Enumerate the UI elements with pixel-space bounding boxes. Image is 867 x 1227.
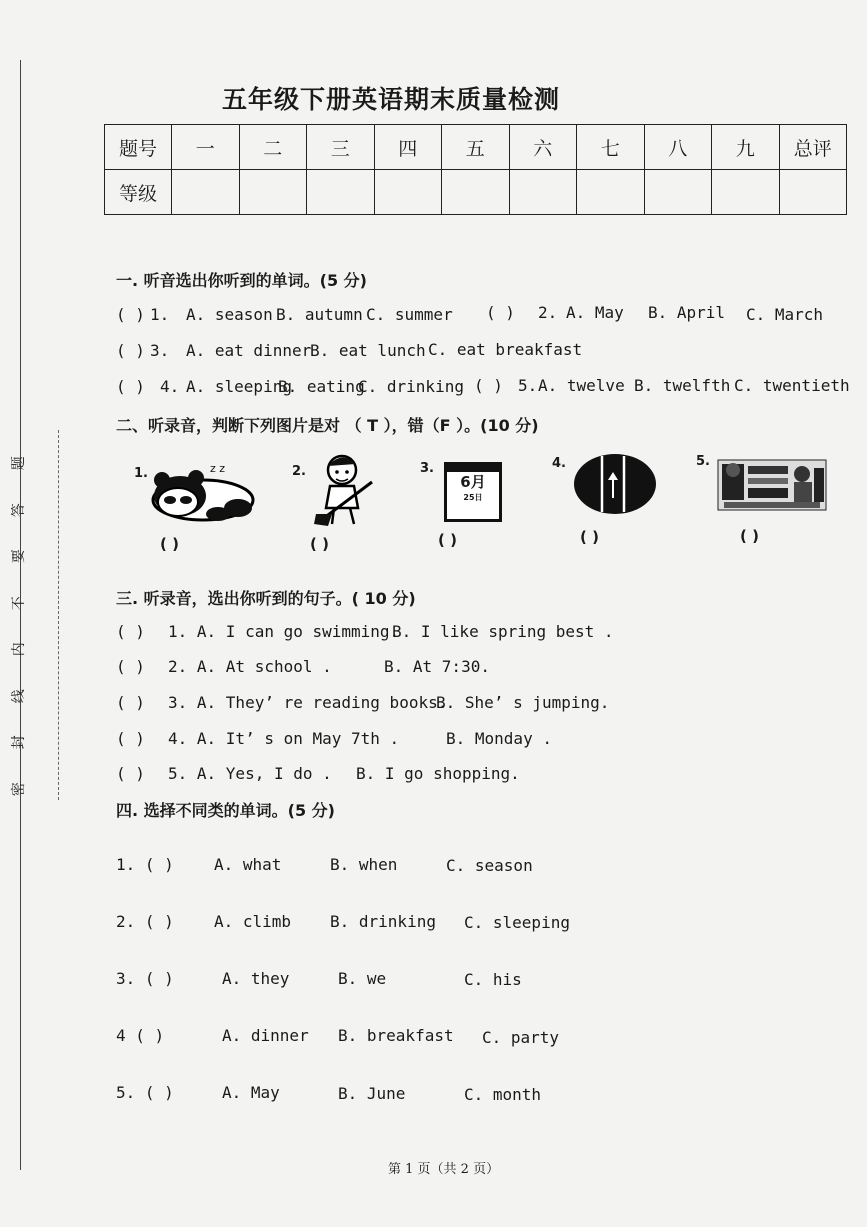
s1-option-a: A. May — [566, 303, 624, 322]
picture-number: 3. — [420, 461, 434, 476]
shopping-scene-icon — [716, 456, 828, 514]
s4-option-a: A. what — [214, 855, 282, 874]
s3-answer-blank[interactable]: ( ) — [116, 729, 145, 748]
page-title: 五年级下册英语期末质量检测 — [222, 85, 561, 114]
s4-option-c: C. season — [446, 856, 533, 875]
grade-cell[interactable] — [239, 170, 307, 215]
s1-option-a: A. twelve — [538, 376, 625, 395]
s4-option-a: A. they — [222, 969, 290, 988]
margin-char: 内 — [10, 642, 27, 657]
header-cell: 二 — [239, 125, 307, 170]
s1-option-c: C. drinking — [358, 377, 464, 396]
margin-char: 不 — [10, 595, 27, 610]
question-number-row — [105, 125, 847, 170]
grade-label: 等级 — [105, 170, 172, 215]
s1-option-c: C. eat breakfast — [428, 340, 583, 359]
s1-q-number: 3. — [150, 341, 170, 360]
picture-number: 2. — [292, 464, 306, 479]
margin-char: 密 — [10, 781, 27, 796]
section2-heading: 二、听录音，判断下列图片是对 （ T ），错（F ）。(10 分) — [116, 416, 539, 435]
s1-q-number: 5. — [518, 376, 538, 395]
s1-answer-blank[interactable]: ( ) — [116, 341, 145, 360]
s4-answer-blank[interactable]: 5. ( ) — [116, 1083, 174, 1102]
s3-option-a: 5. A. Yes, I do . — [168, 764, 332, 783]
grade-cell[interactable] — [442, 170, 510, 215]
s1-option-b: B. autumn — [276, 305, 363, 324]
s4-option-b: B. drinking — [330, 912, 436, 931]
picture-answer-blank[interactable]: ( ) — [438, 531, 457, 549]
s4-answer-blank[interactable]: 3. ( ) — [116, 969, 174, 988]
s3-option-b: B. I like spring best . — [392, 622, 614, 641]
binding-warning-text — [10, 440, 44, 812]
s1-q-number: 4. — [160, 377, 180, 396]
s3-option-b: B. Monday . — [446, 729, 552, 748]
calendar-day: 25日 — [463, 493, 483, 502]
s4-answer-blank[interactable]: 2. ( ) — [116, 912, 174, 931]
s1-q-number: 2. — [538, 303, 558, 322]
header-cell: 四 — [374, 125, 442, 170]
picture-number: 5. — [696, 454, 710, 469]
grade-cell[interactable] — [712, 170, 780, 215]
picture-answer-blank[interactable]: ( ) — [160, 535, 179, 553]
header-cell: 总评 — [779, 125, 847, 170]
grade-cell[interactable] — [307, 170, 375, 215]
header-cell: 九 — [712, 125, 780, 170]
s3-option-b: B. She’ s jumping. — [436, 693, 610, 712]
s4-option-c: C. month — [464, 1085, 542, 1104]
margin-char: 线 — [10, 688, 27, 703]
s3-option-b: B. I go shopping. — [356, 764, 520, 783]
s4-option-b: B. when — [330, 855, 398, 874]
grade-cell[interactable] — [374, 170, 442, 215]
header-cell: 一 — [172, 125, 240, 170]
s4-option-b: B. we — [338, 969, 387, 988]
section3-heading: 三. 听录音，选出你听到的句子。( 10 分) — [116, 589, 416, 608]
section1-heading: 一. 听音选出你听到的单词。(5 分) — [116, 271, 367, 290]
s1-answer-blank[interactable]: ( ) — [116, 377, 145, 396]
s1-option-a: A. eat dinner — [186, 341, 312, 360]
s3-option-a: 4. A. It’ s on May 7th . — [168, 729, 400, 748]
s3-answer-blank[interactable]: ( ) — [116, 764, 145, 783]
page-footer: 第 1 页（共 2 页） — [388, 1162, 500, 1177]
s1-option-b: B. twelfth — [634, 376, 731, 395]
s3-answer-blank[interactable]: ( ) — [116, 693, 145, 712]
grade-cell[interactable] — [509, 170, 577, 215]
s1-option-a: A. sleeping — [186, 377, 292, 396]
s4-option-b: B. breakfast — [338, 1026, 454, 1045]
margin-char: 要 — [10, 549, 27, 564]
s1-option-c: C. March — [746, 305, 824, 324]
header-cell: 五 — [442, 125, 510, 170]
grade-cell[interactable] — [644, 170, 712, 215]
svg-text:z z: z z — [210, 462, 226, 475]
picture-answer-blank[interactable]: ( ) — [740, 527, 759, 545]
s1-option-b: B. April — [648, 303, 726, 322]
s4-option-b: B. June — [338, 1084, 406, 1103]
s3-option-b: B. At 7:30. — [384, 657, 490, 676]
s1-option-a: A. season — [186, 305, 273, 324]
picture-number: 1. — [134, 466, 148, 481]
s1-answer-blank[interactable]: ( ) — [116, 305, 145, 324]
calendar-month: 6月 — [460, 473, 486, 491]
s4-option-c: C. sleeping — [464, 913, 570, 932]
grade-row — [105, 170, 847, 215]
grade-cell[interactable] — [577, 170, 645, 215]
margin-char: 封 — [10, 735, 27, 750]
s1-option-b: B. eating — [278, 377, 365, 396]
boy-sweeping-icon — [310, 452, 382, 528]
s3-answer-blank[interactable]: ( ) — [116, 622, 145, 641]
s1-option-c: C. twentieth — [734, 376, 850, 395]
section4-heading: 四. 选择不同类的单词。(5 分) — [116, 801, 335, 820]
s4-answer-blank[interactable]: 4 ( ) — [116, 1026, 165, 1045]
s3-option-a: 3. A. They’ re reading books. — [168, 693, 448, 712]
picture-answer-blank[interactable]: ( ) — [310, 535, 329, 553]
header-cell: 六 — [509, 125, 577, 170]
s4-option-c: C. his — [464, 970, 522, 989]
grade-cell[interactable] — [172, 170, 240, 215]
s3-option-a: 2. A. At school . — [168, 657, 332, 676]
picture-answer-blank[interactable]: ( ) — [580, 528, 599, 546]
s4-option-a: A. dinner — [222, 1026, 309, 1045]
s1-option-b: B. eat lunch — [310, 341, 426, 360]
picture-number: 4. — [552, 456, 566, 471]
s3-answer-blank[interactable]: ( ) — [116, 657, 145, 676]
s4-option-a: A. climb — [214, 912, 292, 931]
calendar-icon — [444, 462, 502, 522]
s1-answer-blank[interactable]: ( ) — [486, 303, 515, 322]
grade-cell[interactable] — [779, 170, 847, 215]
grade-table — [104, 124, 847, 215]
s1-answer-blank[interactable]: ( ) — [474, 376, 503, 395]
binding-line — [20, 60, 21, 1170]
sleeping-panda-icon — [148, 456, 258, 524]
s4-option-a: A. May — [222, 1083, 280, 1102]
s1-option-c: C. summer — [366, 305, 453, 324]
margin-char: 答 — [10, 502, 27, 517]
road-sign-icon — [572, 452, 658, 516]
header-cell: 三 — [307, 125, 375, 170]
header-cell: 七 — [577, 125, 645, 170]
s4-option-c: C. party — [482, 1028, 560, 1047]
header-cell: 八 — [644, 125, 712, 170]
s3-option-a: 1. A. I can go swimming. — [168, 622, 400, 641]
s1-q-number: 1. — [150, 305, 170, 324]
header-cell: 题号 — [105, 125, 172, 170]
s4-answer-blank[interactable]: 1. ( ) — [116, 855, 174, 874]
margin-char: 题 — [10, 456, 27, 471]
